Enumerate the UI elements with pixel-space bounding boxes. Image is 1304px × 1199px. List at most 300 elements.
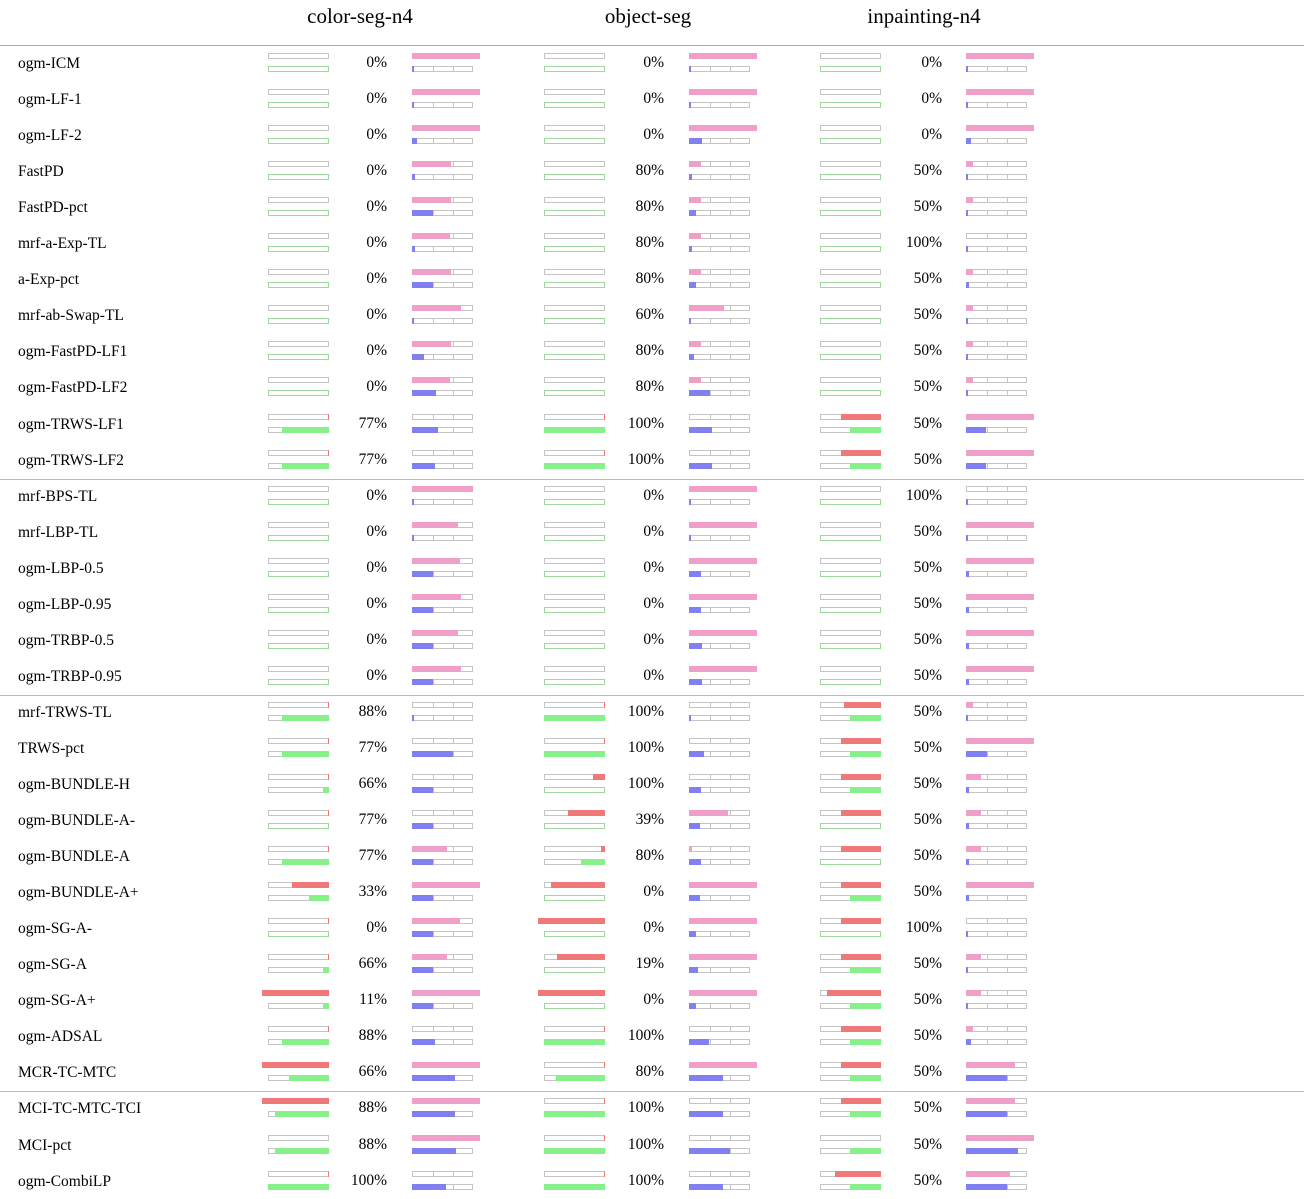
percent-label: 0% xyxy=(643,487,664,504)
blue-bar-track xyxy=(689,1075,750,1081)
bar-tick xyxy=(710,355,711,359)
pink-bar-track xyxy=(412,954,473,960)
bar-tick xyxy=(1007,378,1008,382)
red-bar-track xyxy=(544,377,605,383)
blue-bar xyxy=(966,354,968,360)
percent-label: 100% xyxy=(627,739,664,756)
blue-bar-track xyxy=(966,1003,1027,1009)
green-bar xyxy=(544,1184,605,1190)
blue-bar-track xyxy=(689,1039,750,1045)
green-bar-track xyxy=(820,174,881,180)
red-bar-track xyxy=(544,161,605,167)
bar-tick xyxy=(987,644,988,648)
blue-bar-track xyxy=(412,210,473,216)
red-bar xyxy=(551,882,605,888)
percent-label: 0% xyxy=(366,90,387,107)
red-bar xyxy=(328,810,329,816)
green-bar-track xyxy=(820,246,881,252)
pink-bar-track xyxy=(412,558,473,564)
red-bar xyxy=(841,882,881,888)
percent-label: 50% xyxy=(913,378,942,395)
green-bar-track xyxy=(820,931,881,937)
green-bar-track xyxy=(268,1111,329,1117)
red-bar-track xyxy=(820,125,881,131)
blue-bar-track xyxy=(412,174,473,180)
pink-bar-track xyxy=(966,522,1027,528)
percent-label: 50% xyxy=(913,451,942,468)
pink-bar-track xyxy=(689,954,750,960)
blue-bar-track xyxy=(689,751,750,757)
bar-tick xyxy=(730,391,731,395)
pink-bar-track xyxy=(966,954,1027,960)
pink-bar xyxy=(966,197,973,203)
blue-bar xyxy=(966,1148,1018,1154)
pink-bar-track xyxy=(412,197,473,203)
pink-bar xyxy=(689,53,757,59)
green-bar-track xyxy=(544,1075,605,1081)
red-bar-track xyxy=(268,233,329,239)
percent-label: 50% xyxy=(913,703,942,720)
bar-tick xyxy=(987,247,988,251)
bar-tick xyxy=(710,1040,711,1044)
green-bar-track xyxy=(544,463,605,469)
pink-bar xyxy=(966,630,1034,636)
bar-tick xyxy=(1007,342,1008,346)
percent-label: 0% xyxy=(366,559,387,576)
bar-tick xyxy=(1007,247,1008,251)
bar-tick xyxy=(730,283,731,287)
blue-bar xyxy=(966,643,969,649)
pink-bar-track xyxy=(966,197,1027,203)
pink-bar xyxy=(966,954,981,960)
bar-tick xyxy=(730,247,731,251)
percent-label: 50% xyxy=(913,991,942,1008)
pink-bar xyxy=(412,846,447,852)
percent-label: 50% xyxy=(913,1027,942,1044)
bar-tick xyxy=(730,968,731,972)
blue-bar xyxy=(412,246,415,252)
pink-bar-track xyxy=(412,377,473,383)
bar-tick xyxy=(987,536,988,540)
percent-label: 50% xyxy=(913,1063,942,1080)
green-bar-track xyxy=(820,390,881,396)
bar-tick xyxy=(710,1136,711,1140)
pink-bar-track xyxy=(689,1135,750,1141)
green-bar xyxy=(282,463,329,469)
blue-bar xyxy=(689,859,701,865)
bar-tick xyxy=(453,811,454,815)
blue-bar xyxy=(689,354,694,360)
green-bar-track xyxy=(820,66,881,72)
pink-bar-track xyxy=(412,774,473,780)
pink-bar-track xyxy=(966,450,1027,456)
blue-bar xyxy=(689,1148,730,1154)
red-bar-track xyxy=(820,990,881,996)
red-bar xyxy=(538,918,605,924)
blue-bar-track xyxy=(412,102,473,108)
bar-tick xyxy=(987,342,988,346)
pink-bar xyxy=(689,954,757,960)
row-label: mrf-TRWS-TL xyxy=(18,704,112,721)
blue-bar xyxy=(966,787,969,793)
blue-bar-track xyxy=(412,607,473,613)
blue-bar-track xyxy=(966,210,1027,216)
blue-bar xyxy=(412,102,414,108)
blue-bar xyxy=(966,210,968,216)
bar-tick xyxy=(1007,860,1008,864)
bar-tick xyxy=(1007,306,1008,310)
bar-tick xyxy=(730,415,731,419)
percent-label: 100% xyxy=(627,1136,664,1153)
bar-tick xyxy=(433,775,434,779)
pink-bar xyxy=(412,305,461,311)
red-bar-track xyxy=(544,774,605,780)
pink-bar-track xyxy=(966,558,1027,564)
bar-tick xyxy=(453,860,454,864)
bar-tick xyxy=(433,608,434,612)
bar-tick xyxy=(433,67,434,71)
green-bar-track xyxy=(268,138,329,144)
pink-bar xyxy=(966,990,981,996)
red-bar-track xyxy=(820,846,881,852)
pink-bar xyxy=(966,738,1034,744)
red-bar xyxy=(328,1026,329,1032)
pink-bar-track xyxy=(966,161,1027,167)
green-bar-track xyxy=(544,751,605,757)
percent-label: 66% xyxy=(358,1063,387,1080)
blue-bar xyxy=(966,715,968,721)
row-label: MCI-pct xyxy=(18,1137,72,1154)
pink-bar-track xyxy=(966,305,1027,311)
bar-tick xyxy=(453,739,454,743)
row-label: FastPD xyxy=(18,163,64,180)
pink-bar-track xyxy=(689,738,750,744)
bar-tick xyxy=(710,211,711,215)
pink-bar xyxy=(412,666,461,672)
blue-bar xyxy=(412,607,433,613)
pink-bar-track xyxy=(689,341,750,347)
pink-bar-track xyxy=(412,1171,473,1177)
row-label: ogm-FastPD-LF1 xyxy=(18,343,128,360)
bar-tick xyxy=(453,824,454,828)
blue-bar-track xyxy=(689,859,750,865)
green-bar-track xyxy=(268,210,329,216)
green-bar-track xyxy=(544,102,605,108)
percent-label: 100% xyxy=(627,1027,664,1044)
bar-tick xyxy=(433,968,434,972)
bar-tick xyxy=(710,234,711,238)
red-bar xyxy=(568,810,605,816)
red-bar xyxy=(604,702,605,708)
percent-label: 80% xyxy=(635,198,664,215)
bar-tick xyxy=(433,716,434,720)
blue-bar-track xyxy=(966,1148,1027,1154)
percent-label: 50% xyxy=(913,847,942,864)
red-bar-track xyxy=(544,702,605,708)
green-bar-track xyxy=(268,571,329,577)
green-bar xyxy=(850,1111,881,1117)
bar-tick xyxy=(1007,991,1008,995)
bar-tick xyxy=(730,1027,731,1031)
red-bar xyxy=(604,450,605,456)
percent-label: 80% xyxy=(635,270,664,287)
pink-bar xyxy=(689,918,757,924)
pink-bar-track xyxy=(412,450,473,456)
green-bar-track xyxy=(268,499,329,505)
row-label: ogm-BUNDLE-A+ xyxy=(18,884,139,901)
percent-label: 50% xyxy=(913,1172,942,1189)
bar-tick xyxy=(453,283,454,287)
pink-bar xyxy=(966,846,981,852)
red-bar-track xyxy=(268,1026,329,1032)
green-bar-track xyxy=(544,499,605,505)
pink-bar xyxy=(412,990,480,996)
green-bar-track xyxy=(544,931,605,937)
pink-bar xyxy=(689,594,757,600)
pink-bar xyxy=(689,990,757,996)
bar-tick xyxy=(730,103,731,107)
blue-bar xyxy=(689,210,696,216)
pink-bar-track xyxy=(689,774,750,780)
blue-bar xyxy=(966,174,968,180)
green-bar-track xyxy=(268,679,329,685)
blue-bar-track xyxy=(689,427,750,433)
blue-bar xyxy=(689,66,691,72)
bar-tick xyxy=(1007,1004,1008,1008)
pink-bar-track xyxy=(689,594,750,600)
pink-bar-track xyxy=(689,233,750,239)
red-bar-track xyxy=(820,53,881,59)
bar-tick xyxy=(710,342,711,346)
bar-tick xyxy=(730,1136,731,1140)
green-bar xyxy=(850,427,881,433)
bar-tick xyxy=(987,824,988,828)
red-bar-track xyxy=(820,1026,881,1032)
bar-tick xyxy=(1007,536,1008,540)
blue-bar xyxy=(412,282,433,288)
red-bar xyxy=(841,1026,881,1032)
blue-bar xyxy=(412,715,414,721)
blue-bar xyxy=(689,715,691,721)
bar-tick xyxy=(453,500,454,504)
row-label: mrf-ab-Swap-TL xyxy=(18,307,124,324)
blue-bar xyxy=(689,643,702,649)
blue-bar xyxy=(689,535,691,541)
percent-label: 0% xyxy=(366,126,387,143)
blue-bar xyxy=(689,174,692,180)
red-bar xyxy=(841,846,881,852)
blue-bar-track xyxy=(412,1075,473,1081)
pink-bar xyxy=(966,1026,973,1032)
green-bar-track xyxy=(544,787,605,793)
blue-bar-track xyxy=(689,138,750,144)
blue-bar-track xyxy=(412,282,473,288)
bar-tick xyxy=(453,428,454,432)
pink-bar xyxy=(689,305,724,311)
pink-bar xyxy=(689,558,757,564)
bar-tick xyxy=(710,775,711,779)
red-bar-track xyxy=(544,1135,605,1141)
red-bar-track xyxy=(820,197,881,203)
pink-bar-track xyxy=(966,702,1027,708)
bar-tick xyxy=(987,919,988,923)
group-separator xyxy=(0,1091,1304,1092)
bar-tick xyxy=(730,703,731,707)
pink-bar xyxy=(966,450,1034,456)
green-bar xyxy=(309,895,329,901)
bar-tick xyxy=(433,1004,434,1008)
pink-bar xyxy=(689,810,728,816)
percent-label: 0% xyxy=(643,631,664,648)
pink-bar xyxy=(966,414,1034,420)
red-bar xyxy=(841,918,881,924)
blue-bar-track xyxy=(966,535,1027,541)
pink-bar-track xyxy=(966,666,1027,672)
red-bar-track xyxy=(820,954,881,960)
red-bar-track xyxy=(268,53,329,59)
green-bar xyxy=(323,967,329,973)
bar-tick xyxy=(987,991,988,995)
percent-label: 80% xyxy=(635,342,664,359)
blue-bar-track xyxy=(966,390,1027,396)
pink-bar-track xyxy=(689,630,750,636)
green-bar-track xyxy=(820,427,881,433)
bar-tick xyxy=(433,355,434,359)
pink-bar-track xyxy=(412,1026,473,1032)
blue-bar-track xyxy=(412,751,473,757)
bar-tick xyxy=(710,644,711,648)
pink-bar xyxy=(412,233,450,239)
green-bar-track xyxy=(268,427,329,433)
bar-tick xyxy=(710,739,711,743)
green-bar-track xyxy=(544,1039,605,1045)
bar-tick xyxy=(453,1027,454,1031)
pink-bar-track xyxy=(689,1026,750,1032)
bar-tick xyxy=(453,162,454,166)
blue-bar-track xyxy=(966,1111,1027,1117)
green-bar-track xyxy=(268,787,329,793)
red-bar xyxy=(262,1098,329,1104)
green-bar-track xyxy=(820,1184,881,1190)
pink-bar-track xyxy=(689,522,750,528)
pink-bar-track xyxy=(966,1098,1027,1104)
row-label: TRWS-pct xyxy=(18,740,85,757)
percent-label: 33% xyxy=(358,883,387,900)
bar-tick xyxy=(453,67,454,71)
bar-tick xyxy=(453,932,454,936)
blue-bar xyxy=(412,499,414,505)
red-bar-track xyxy=(544,666,605,672)
bar-tick xyxy=(987,1027,988,1031)
blue-bar xyxy=(966,859,969,865)
percent-label: 77% xyxy=(358,811,387,828)
blue-bar-track xyxy=(966,354,1027,360)
bar-tick xyxy=(987,487,988,491)
pink-bar-track xyxy=(966,630,1027,636)
blue-bar xyxy=(966,823,969,829)
bar-tick xyxy=(1007,283,1008,287)
bar-tick xyxy=(987,198,988,202)
green-bar xyxy=(544,1111,605,1117)
blue-bar-track xyxy=(689,715,750,721)
percent-label: 50% xyxy=(913,883,942,900)
green-bar-track xyxy=(820,102,881,108)
blue-bar xyxy=(689,895,700,901)
red-bar xyxy=(538,990,605,996)
bar-tick xyxy=(453,355,454,359)
red-bar xyxy=(328,774,329,780)
bar-tick xyxy=(730,270,731,274)
pink-bar-track xyxy=(412,666,473,672)
pink-bar xyxy=(966,1135,1034,1141)
blue-bar-track xyxy=(412,931,473,937)
green-bar-track xyxy=(544,967,605,973)
bar-tick xyxy=(453,644,454,648)
row-label: ogm-LBP-0.5 xyxy=(18,560,104,577)
blue-bar-track xyxy=(966,463,1027,469)
bar-tick xyxy=(453,572,454,576)
blue-bar-track xyxy=(689,1003,750,1009)
blue-bar-track xyxy=(689,607,750,613)
red-bar-track xyxy=(268,414,329,420)
bar-tick xyxy=(453,955,454,959)
pink-bar-track xyxy=(689,161,750,167)
green-bar-track xyxy=(544,210,605,216)
bar-tick xyxy=(987,847,988,851)
bar-tick xyxy=(1007,319,1008,323)
red-bar xyxy=(604,1135,605,1141)
red-bar xyxy=(328,1171,329,1177)
bar-tick xyxy=(433,932,434,936)
blue-bar-track xyxy=(412,66,473,72)
bar-tick xyxy=(710,162,711,166)
percent-label: 0% xyxy=(366,270,387,287)
red-bar xyxy=(328,414,329,420)
bar-tick xyxy=(1007,608,1008,612)
blue-bar xyxy=(689,1111,723,1117)
green-bar xyxy=(850,895,881,901)
blue-bar xyxy=(966,318,968,324)
blue-bar-track xyxy=(966,823,1027,829)
bar-tick xyxy=(453,608,454,612)
bar-tick xyxy=(730,860,731,864)
column-header: color-seg-n4 xyxy=(307,4,413,28)
bar-tick xyxy=(987,306,988,310)
bar-tick xyxy=(1007,270,1008,274)
percent-label: 50% xyxy=(913,1136,942,1153)
bar-tick xyxy=(730,775,731,779)
bar-tick xyxy=(987,270,988,274)
bar-tick xyxy=(710,572,711,576)
red-bar-track xyxy=(544,738,605,744)
blue-bar xyxy=(689,1003,696,1009)
blue-bar xyxy=(966,895,969,901)
row-label: ogm-SG-A+ xyxy=(18,992,96,1009)
row-label: ogm-TRBP-0.95 xyxy=(18,668,122,685)
bar-tick xyxy=(1007,932,1008,936)
green-bar-track xyxy=(544,571,605,577)
pink-bar xyxy=(689,269,701,275)
green-bar-track xyxy=(820,210,881,216)
green-bar-track xyxy=(544,390,605,396)
bar-tick xyxy=(433,703,434,707)
row-label: mrf-BPS-TL xyxy=(18,488,98,505)
blue-bar xyxy=(412,354,424,360)
red-bar-track xyxy=(820,377,881,383)
green-bar-track xyxy=(268,174,329,180)
pink-bar-track xyxy=(966,1135,1027,1141)
blue-bar-track xyxy=(689,967,750,973)
